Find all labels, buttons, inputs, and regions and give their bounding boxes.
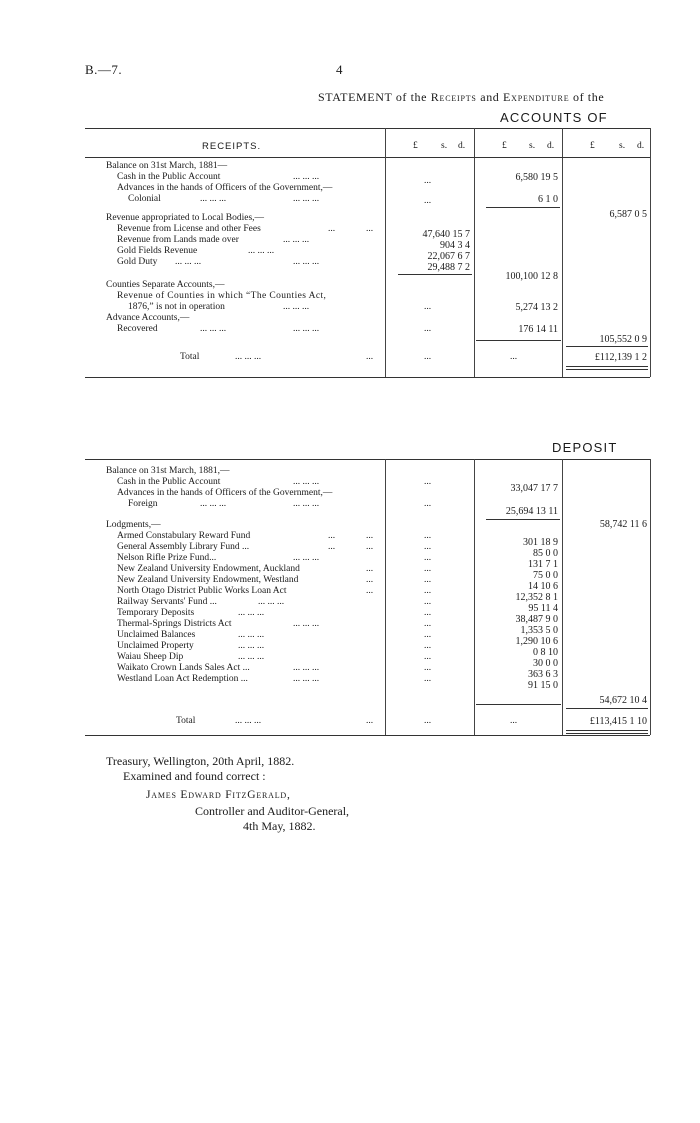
- receipt-line: Recovered: [117, 324, 158, 334]
- leader-dots: ... ... ...: [248, 246, 275, 256]
- shillings-label: s.: [529, 141, 536, 151]
- empty-cell-dots: ...: [424, 302, 432, 312]
- receipt-line: Counties Separate Accounts,—: [106, 280, 225, 290]
- amount-cell: 30 0 0: [533, 658, 558, 669]
- receipt-line: Gold Duty: [117, 257, 158, 267]
- empty-cell-dots: ...: [424, 597, 432, 607]
- amount-cell: 5,274 13 2: [515, 302, 558, 313]
- grand-total: £113,415 1 10: [589, 716, 647, 727]
- amount-cell: 29,488 7 2: [427, 262, 470, 273]
- leader-dots: ...: [328, 224, 336, 234]
- amount-cell: 25,694 13 11: [505, 506, 558, 517]
- grand-total: £112,139 1 2: [594, 352, 647, 363]
- amount-cell: 38,487 9 0: [515, 614, 558, 625]
- leader-dots: ...: [366, 586, 374, 596]
- title-word: of the: [395, 90, 428, 104]
- auditor-title: Controller and Auditor-General,: [195, 804, 350, 818]
- empty-cell-dots: ...: [424, 716, 432, 726]
- subtotal-rule: [476, 704, 561, 705]
- pounds-label: £: [590, 141, 595, 151]
- rule: [85, 157, 385, 158]
- amount-cell: 6,580 19 5: [515, 172, 558, 183]
- amount-cell: 85 0 0: [533, 548, 558, 559]
- amount-cell: 22,067 6 7: [427, 251, 470, 262]
- title-word: Receipts: [430, 90, 477, 104]
- rule: [386, 157, 650, 158]
- rule: [85, 735, 650, 736]
- leader-dots: ... ... ...: [235, 352, 262, 362]
- amount-cell: 1,353 5 0: [520, 625, 558, 636]
- total-label: Total: [176, 716, 196, 726]
- leader-dots: ... ... ...: [238, 608, 265, 618]
- pounds-label: £: [502, 141, 507, 151]
- leader-dots: ... ... ...: [293, 499, 320, 509]
- receipt-line: Balance on 31st March, 1881—: [106, 161, 228, 171]
- subtotal-rule: [486, 207, 560, 208]
- amount-cell: 176 14 11: [518, 324, 558, 335]
- leader-dots: ... ... ...: [293, 324, 320, 334]
- amount-cell: 100,100 12 8: [505, 271, 558, 282]
- amount-cell: 1,290 10 6: [515, 636, 558, 647]
- amount-cell: 6,587 0 5: [609, 209, 647, 220]
- leader-dots: ... ... ...: [238, 630, 265, 640]
- deposit-line: Temporary Deposits: [117, 608, 195, 618]
- leader-dots: ...: [328, 542, 336, 552]
- receipt-line: Cash in the Public Account: [117, 172, 221, 182]
- leader-dots: ... ... ...: [293, 553, 320, 563]
- empty-cell-dots: ...: [424, 542, 432, 552]
- leader-dots: ... ... ...: [293, 477, 320, 487]
- total-rule: [566, 369, 648, 370]
- receipt-line: Revenue of Counties in which “The Counties Act,: [117, 291, 327, 301]
- empty-cell-dots: ...: [424, 641, 432, 651]
- total-label: Total: [180, 352, 200, 362]
- receipt-line: 1876,” is not in operation: [128, 302, 225, 312]
- subtotal-rule: [566, 346, 648, 347]
- leader-dots: ... ... ...: [293, 257, 320, 267]
- leader-dots: ... ... ...: [175, 257, 202, 267]
- leader-dots: ... ... ...: [200, 324, 227, 334]
- amount-cell: 91 15 0: [528, 680, 558, 691]
- empty-cell-dots: ...: [424, 586, 432, 596]
- accounts-of-heading: ACCOUNTS OF: [500, 110, 608, 125]
- leader-dots: ... ... ...: [258, 597, 285, 607]
- leader-dots: ...: [366, 531, 374, 541]
- amount-cell: 58,742 11 6: [599, 519, 647, 530]
- amount-cell: 904 3 4: [440, 240, 470, 251]
- leader-dots: ... ... ...: [293, 674, 320, 684]
- column-rule: [562, 459, 563, 735]
- receipt-line: Advances in the hands of Officers of the Government,—: [117, 183, 333, 193]
- leader-dots: ...: [366, 542, 374, 552]
- deposit-line: Thermal-Springs Districts Act: [117, 619, 232, 629]
- deposit-heading: DEPOSIT: [552, 440, 618, 455]
- amount-cell: 6 1 0: [538, 194, 558, 205]
- deposit-line: Unclaimed Property: [117, 641, 194, 651]
- leader-dots: ... ... ...: [293, 194, 320, 204]
- leader-dots: ... ... ...: [200, 194, 227, 204]
- leader-dots: ... ... ...: [238, 652, 265, 662]
- deposit-line: Waikato Crown Lands Sales Act ...: [117, 663, 250, 673]
- rule: [85, 459, 650, 460]
- pence-label: d.: [458, 141, 466, 151]
- column-rule: [650, 459, 651, 735]
- receipt-line: Revenue from License and other Fees: [117, 224, 261, 234]
- deposit-line: New Zealand University Endowment, Auckland: [117, 564, 300, 574]
- leader-dots: ... ... ...: [293, 172, 320, 182]
- deposit-line: Lodgments,—: [106, 520, 161, 530]
- leader-dots: ...: [366, 716, 374, 726]
- subtotal-rule: [398, 274, 472, 275]
- deposit-line: Foreign: [128, 499, 158, 509]
- deposit-line: Unclaimed Balances: [117, 630, 196, 640]
- leader-dots: ... ... ...: [200, 499, 227, 509]
- leader-dots: ... ... ...: [283, 235, 310, 245]
- empty-cell-dots: ...: [510, 716, 518, 726]
- empty-cell-dots: ...: [424, 652, 432, 662]
- deposit-line: Waiau Sheep Dip: [117, 652, 184, 662]
- empty-cell-dots: ...: [424, 564, 432, 574]
- empty-cell-dots: ...: [424, 663, 432, 673]
- receipt-line: Colonial: [128, 194, 161, 204]
- column-rule: [385, 459, 386, 735]
- leader-dots: ...: [366, 224, 374, 234]
- empty-cell-dots: ...: [424, 608, 432, 618]
- subtotal-rule: [486, 519, 560, 520]
- deposit-line: Advances in the hands of Officers of the Government,—: [117, 488, 333, 498]
- pounds-label: £: [413, 141, 418, 151]
- leader-dots: ... ... ...: [235, 716, 262, 726]
- amount-cell: 14 10 6: [528, 581, 558, 592]
- rule: [85, 128, 650, 129]
- amount-cell: 33,047 17 7: [510, 483, 558, 494]
- column-rule: [385, 128, 386, 377]
- amount-cell: 0 8 10: [533, 647, 558, 658]
- empty-cell-dots: ...: [424, 324, 432, 334]
- empty-cell-dots: ...: [424, 619, 432, 629]
- empty-cell-dots: ...: [424, 499, 432, 509]
- pence-label: d.: [637, 141, 645, 151]
- title-word: Expenditure: [503, 90, 570, 104]
- empty-cell-dots: ...: [424, 196, 432, 206]
- total-rule: [566, 730, 648, 731]
- pence-label: d.: [547, 141, 555, 151]
- amount-cell: 363 6 3: [528, 669, 558, 680]
- leader-dots: ...: [366, 352, 374, 362]
- auditor-name: James Edward FitzGerald,: [146, 789, 291, 801]
- leader-dots: ...: [366, 564, 374, 574]
- leader-dots: ... ... ...: [283, 302, 310, 312]
- empty-cell-dots: ...: [510, 352, 518, 362]
- column-rule: [562, 128, 563, 377]
- statement-title: [318, 90, 604, 105]
- amount-cell: 95 11 4: [528, 603, 558, 614]
- document-reference: B.—7.: [85, 62, 123, 77]
- receipt-line: Advance Accounts,—: [106, 313, 190, 323]
- examined-line: Examined and found correct :: [123, 769, 266, 783]
- empty-cell-dots: ...: [424, 352, 432, 362]
- empty-cell-dots: ...: [424, 477, 432, 487]
- shillings-label: s.: [441, 141, 448, 151]
- deposit-line: North Otago District Public Works Loan Act: [117, 586, 287, 596]
- amount-cell: 301 18 9: [523, 537, 558, 548]
- shillings-label: s.: [619, 141, 626, 151]
- deposit-line: General Assembly Library Fund ...: [117, 542, 250, 552]
- deposit-line: Armed Constabulary Reward Fund: [117, 531, 251, 541]
- empty-cell-dots: ...: [424, 674, 432, 684]
- leader-dots: ... ... ...: [238, 641, 265, 651]
- receipt-line: Gold Fields Revenue: [117, 246, 198, 256]
- subtotal-rule: [476, 340, 561, 341]
- amount-cell: 54,672 10 4: [599, 695, 647, 706]
- treasury-line: Treasury, Wellington, 20th April, 1882.: [106, 754, 295, 768]
- amount-cell: 75 0 0: [533, 570, 558, 581]
- leader-dots: ...: [328, 531, 336, 541]
- title-word: of the: [573, 90, 605, 104]
- empty-cell-dots: ...: [424, 553, 432, 563]
- column-rule: [650, 128, 651, 377]
- total-rule: [566, 733, 648, 734]
- rule: [85, 377, 650, 378]
- deposit-line: New Zealand University Endowment, Westland: [117, 575, 299, 585]
- deposit-line: Balance on 31st March, 1881,—: [106, 466, 230, 476]
- amount-cell: 131 7 1: [528, 559, 558, 570]
- examined-date: 4th May, 1882.: [243, 819, 316, 833]
- amount-cell: 47,640 15 7: [422, 229, 470, 240]
- deposit-line: Railway Servants' Fund ...: [117, 597, 217, 607]
- amount-cell: 105,552 0 9: [599, 334, 647, 345]
- column-rule: [474, 459, 475, 735]
- deposit-line: Cash in the Public Account: [117, 477, 221, 487]
- empty-cell-dots: ...: [424, 176, 432, 186]
- column-rule: [474, 128, 475, 377]
- receipt-line: Revenue appropriated to Local Bodies,—: [106, 213, 265, 223]
- leader-dots: ...: [366, 575, 374, 585]
- leader-dots: ... ... ...: [293, 619, 320, 629]
- total-rule: [566, 366, 648, 367]
- title-word: STATEMENT: [318, 90, 393, 104]
- page-number: 4: [336, 62, 343, 77]
- deposit-line: Nelson Rifle Prize Fund...: [117, 553, 217, 563]
- empty-cell-dots: ...: [424, 630, 432, 640]
- empty-cell-dots: ...: [424, 531, 432, 541]
- leader-dots: ... ... ...: [293, 663, 320, 673]
- empty-cell-dots: ...: [424, 575, 432, 585]
- deposit-line: Westland Loan Act Redemption ...: [117, 674, 248, 684]
- subtotal-rule: [566, 708, 648, 709]
- receipt-line: Revenue from Lands made over: [117, 235, 239, 245]
- receipts-heading: RECEIPTS.: [202, 141, 262, 152]
- title-word: and: [480, 90, 500, 104]
- amount-cell: 12,352 8 1: [515, 592, 558, 603]
